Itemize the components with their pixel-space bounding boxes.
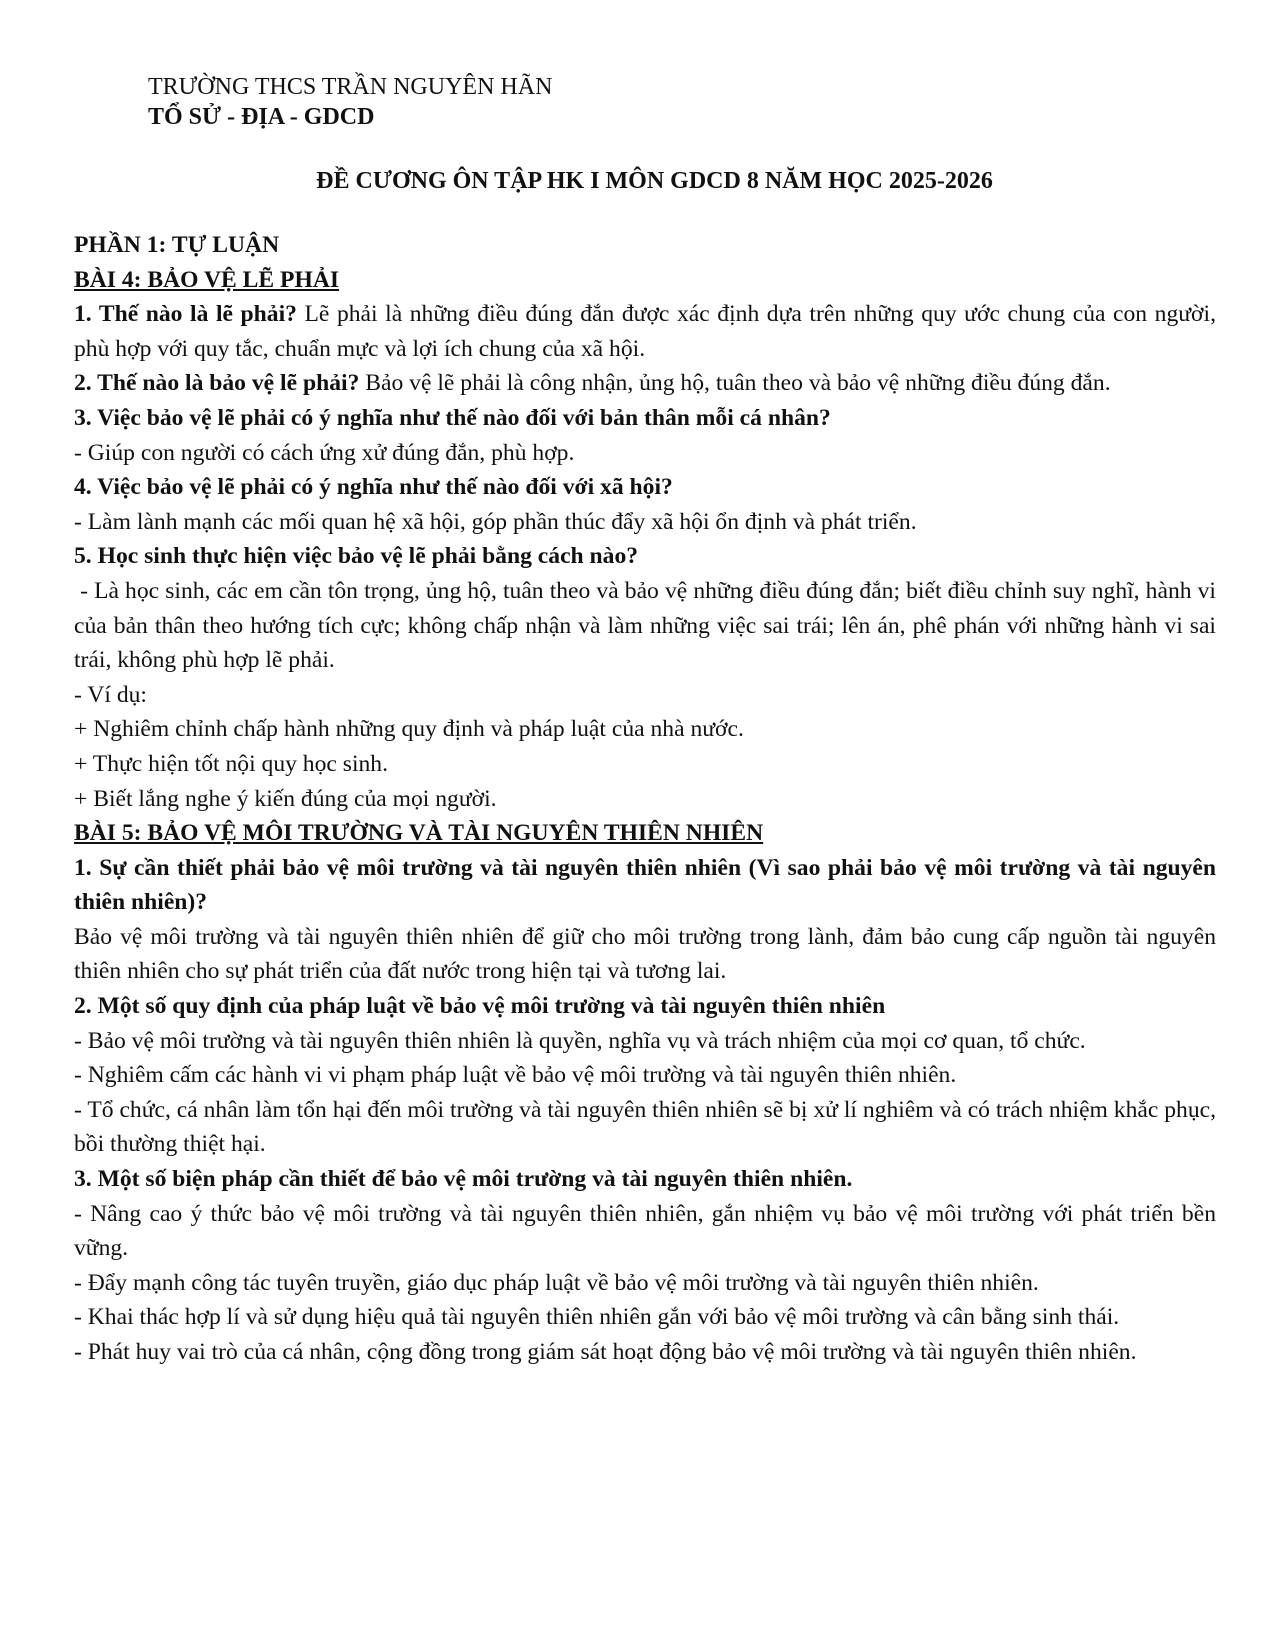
lesson-4-question-4: 4. Việc bảo vệ lẽ phải có ý nghĩa như thế nào đối với xã hội?: [74, 474, 673, 501]
lesson-5-question-2: 2. Một số quy định của pháp luật về bảo vệ môi trường và tài nguyên thiên nhiên: [74, 993, 886, 1020]
lesson-5-title: BÀI 5: BẢO VỆ MÔI TRƯỜNG VÀ TÀI NGUYÊN THIÊN NHIÊN: [74, 820, 764, 847]
example-item: + Nghiêm chỉnh chấp hành những quy định và pháp luật của nhà nước.: [74, 716, 744, 743]
list-item: - Khai thác hợp lí và sử dụng hiệu quả tài nguyên thiên nhiên gắn với bảo vệ môi trường và cân bằng sinh thái.: [74, 1304, 1120, 1331]
document-header: [148, 72, 552, 132]
document-title: ĐỀ CƯƠNG ÔN TẬP HK I MÔN GDCD 8 NĂM HỌC 2025-2026: [316, 168, 993, 194]
lesson-4-question-2: [74, 366, 1216, 401]
lesson-4-answer-3: - Giúp con người có cách ứng xử đúng đắn, phù hợp.: [74, 439, 575, 466]
answer-text: Lẽ phải là những điều đúng đắn được xác định dựa trên những quy ước chung của con người, phù hợp với quy tắc, chuẩn mực và lợi ích chung của xã hội.: [74, 301, 1216, 362]
question-text: 2. Thế nào là bảo vệ lẽ phải?: [74, 370, 360, 397]
example-item: + Biết lắng nghe ý kiến đúng của mọi người.: [74, 785, 497, 812]
question-text: 1. Thế nào là lẽ phải?: [74, 301, 297, 328]
lesson-4-question-5: 5. Học sinh thực hiện việc bảo vệ lẽ phải bằng cách nào?: [74, 543, 639, 570]
list-item: - Bảo vệ môi trường và tài nguyên thiên nhiên là quyền, nghĩa vụ và trách nhiệm của mọi cơ quan, tổ chức.: [74, 1027, 1086, 1054]
lesson-5-question-1: 1. Sự cần thiết phải bảo vệ môi trường và tài nguyên thiên nhiên (Vì sao phải bảo vệ môi trường và tài nguyên thiên nhiên)?: [74, 854, 1216, 916]
lesson-4-title: BÀI 4: BẢO VỆ LẼ PHẢI: [74, 266, 340, 293]
lesson-5-answer-1: Bảo vệ môi trường và tài nguyên thiên nhiên để giữ cho môi trường trong lành, đảm bảo cung cấp nguồn tài nguyên thiên nhiên cho sự phát triển của đất nước trong hiện tại và tương lai.: [74, 923, 1216, 985]
list-item: - Tổ chức, cá nhân làm tổn hại đến môi trường và tài nguyên thiên nhiên sẽ bị xử lí nghiêm và có trách nhiệm khắc phục, bồi thường thiệt hại.: [74, 1096, 1216, 1158]
lesson-4-answer-4: - Làm lành mạnh các mối quan hệ xã hội, góp phần thúc đẩy xã hội ổn định và phát triển.: [74, 508, 917, 535]
list-item: - Đẩy mạnh công tác tuyên truyền, giáo dục pháp luật về bảo vệ môi trường và tài nguyên thiên nhiên.: [74, 1269, 1039, 1296]
example-item: + Thực hiện tốt nội quy học sinh.: [74, 750, 388, 777]
department-name: TỔ SỬ - ĐỊA - GDCD: [148, 104, 375, 130]
list-item: - Nâng cao ý thức bảo vệ môi trường và tài nguyên thiên nhiên, gắn nhiệm vụ bảo vệ môi trường với phát triển bền vững.: [74, 1200, 1216, 1262]
list-item: - Phát huy vai trò của cá nhân, cộng đồng trong giám sát hoạt động bảo vệ môi trường và tài nguyên thiên nhiên.: [74, 1339, 1137, 1365]
answer-text: Bảo vệ lẽ phải là công nhận, ủng hộ, tuân theo và bảo vệ những điều đúng đắn.: [359, 370, 1111, 397]
school-name: TRƯỜNG THCS TRẦN NGUYÊN HÃN: [148, 74, 553, 100]
part-title: PHẦN 1: TỰ LUẬN: [74, 232, 280, 258]
lesson-5-question-3: 3. Một số biện pháp cần thiết để bảo vệ môi trường và tài nguyên thiên nhiên.: [74, 1166, 853, 1193]
document-body: [74, 228, 1222, 1370]
lesson-4-question-3: 3. Việc bảo vệ lẽ phải có ý nghĩa như thế nào đối với bản thân mỗi cá nhân?: [74, 404, 831, 431]
lesson-4-answer-5: - Là học sinh, các em cần tôn trọng, ủng hộ, tuân theo và bảo vệ những điều đúng đắn; biết điều chỉnh suy nghĩ, hành vi của bản thân theo hướng tích cực; không chấp nhận và làm những việc sai trái; lên án, phê phán với những hành vi sai trái, không phù hợp lẽ phải.: [74, 577, 1222, 674]
example-label: - Ví dụ:: [74, 681, 147, 708]
lesson-4-question-1: [74, 297, 1216, 366]
list-item: - Nghiêm cấm các hành vi vi phạm pháp luật về bảo vệ môi trường và tài nguyên thiên nhiên.: [74, 1062, 957, 1089]
